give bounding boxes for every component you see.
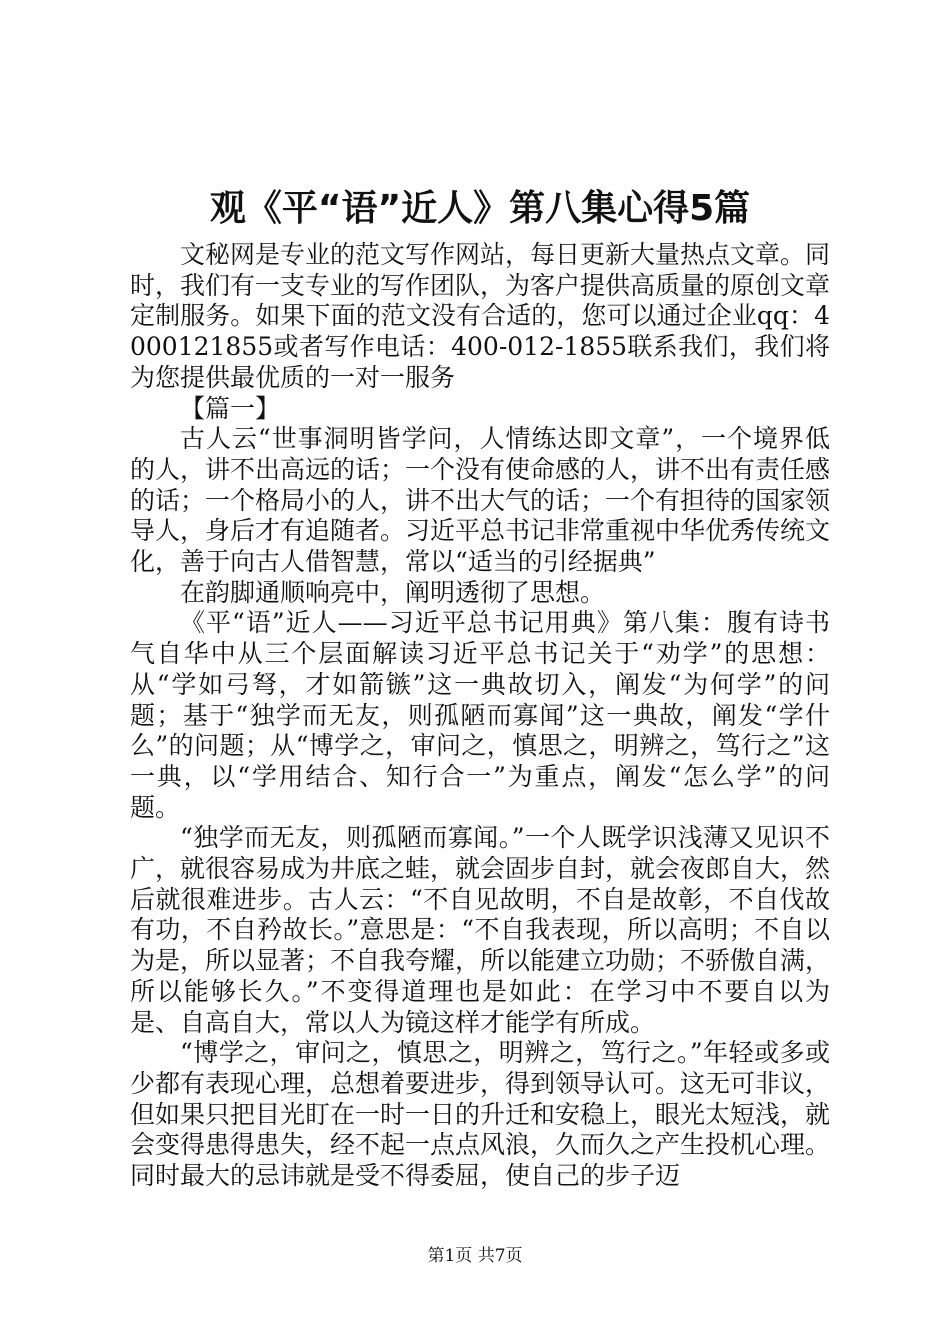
body-paragraph: 《平“语”近人——习近平总书记用典》第八集：腹有诗书气自华中从三个层面解读习近平总书记关于“劝学”的思想：从“学如弓弩，才如箭镞”这一典故切入，阐发“为何学”的问题；基于“独学而无友，则孤陋而寡闻”这一典故，阐发“学什么”的问题；从“博学之，审问之，慎思之，明辨之，笃行之”这一典，以“学用结合、知行合一”为重点，阐发“怎么学”的问题。 (130, 608, 830, 822)
document-title: 观《平“语”近人》第八集心得5篇 (209, 188, 751, 229)
body-paragraph: “独学而无友，则孤陋而寡闻。”一个人既学识浅薄又见识不广，就很容易成为井底之蛙，就会固步自封，就会夜郎自大，然后就很难进步。古人云：“不自见故明，不自是故彰，不自伐故有功，不自矜故长。”意思是：“不自我表现，所以高明；不自以为是，所以显著；不自我夸耀，所以能建立功勋；不骄傲自满，所以能够长久。”不变得道理也是如此：在学习中不要自以为是、自高自大，常以人为镜这样才能学有所成。 (130, 823, 831, 1037)
body-paragraph: 古人云“世事洞明皆学问，人情练达即文章”，一个境界低的人，讲不出高远的话；一个没有使命感的人，讲不出有责任感的话；一个格局小的人，讲不出大气的话；一个有担待的国家领导人，身后才有追随者。习近平总书记非常重视中华优秀传统文化，善于向古人借智慧，常以“适当的引经据典” (130, 424, 831, 577)
intro-paragraph: 文秘网是专业的范文写作网站，每日更新大量热点文章。同时，我们有一支专业的写作团队，为客户提供高质量的原创文章定制服务。如果下面的范文没有合适的，您可以通过企业qq：4000121855或者写作电话：400-012-1855联系我们，我们将为您提供最优质的一对一服务 (130, 240, 831, 392)
document-body (130, 240, 830, 1192)
page-number-footer: 第1页 共7页 (427, 1246, 523, 1266)
body-paragraph: “博学之，审问之，慎思之，明辨之，笃行之。”年轻或多或少都有表现心理，总想着要进步，得到领导认可。这无可非议，但如果只把目光盯在一时一日的升迁和安稳上，眼光太短浅，就会变得患得患失，经不起一点点风浪，久而久之产生投机心理。同时最大的忌讳就是受不得委屈，使自己的步子迈 (130, 1038, 831, 1191)
section-heading: 【篇一】 (180, 393, 281, 423)
body-paragraph: 在韵脚通顺响亮中，阐明透彻了思想。 (180, 577, 606, 607)
